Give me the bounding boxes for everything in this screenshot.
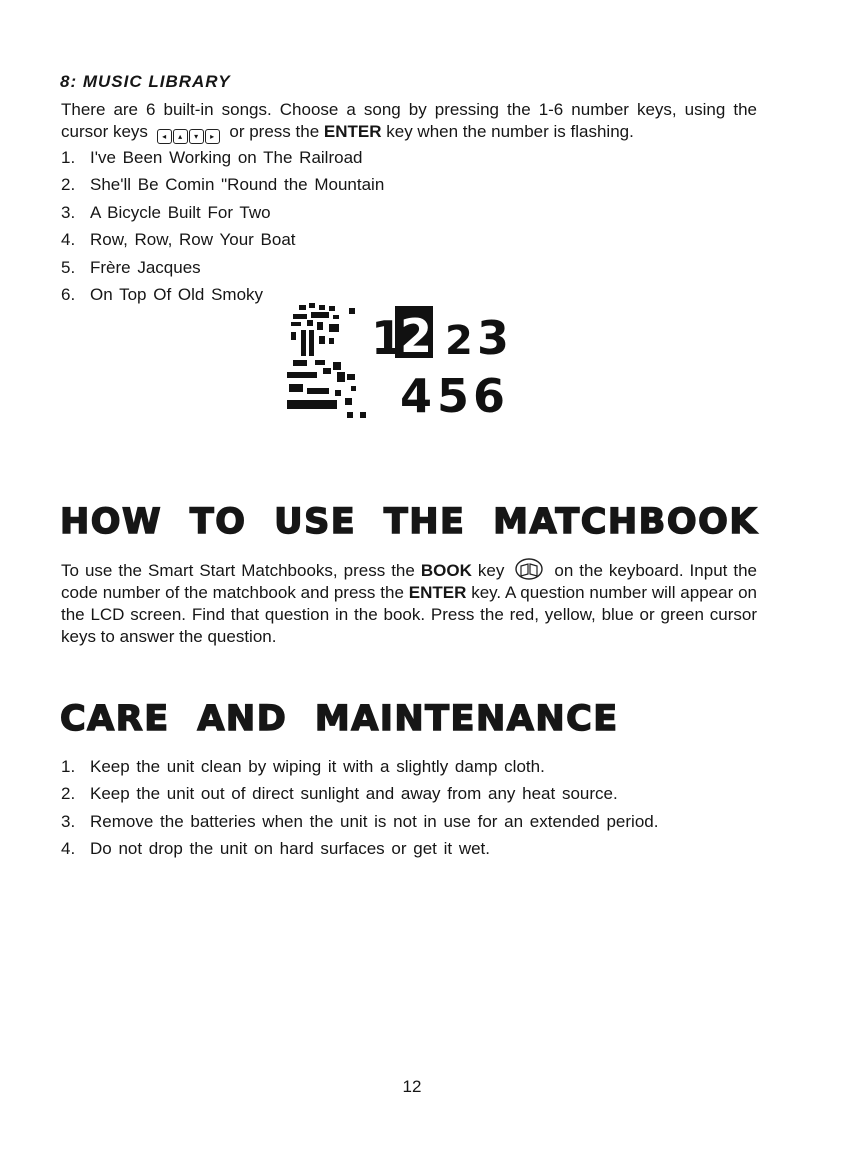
- list-item: 4. Row, Row, Row Your Boat: [61, 230, 296, 250]
- lcd-digit-4: 4: [400, 369, 433, 423]
- matchbook-paragraph: [61, 557, 757, 648]
- list-item: 1. Keep the unit clean by wiping it with a slightly damp cloth.: [61, 757, 545, 776]
- list-item: 3. A Bicycle Built For Two: [61, 202, 271, 222]
- page-number: 12: [402, 1077, 422, 1096]
- intro-line-2c: key when the number is flashing.: [386, 122, 634, 141]
- music-library-intro: [61, 99, 757, 145]
- list-item: 6. On Top Of Old Smoky: [61, 284, 264, 304]
- enter-key-label: ENTER: [323, 122, 382, 141]
- lcd-digit-3: 3: [477, 311, 510, 365]
- lcd-digit-2: 2: [400, 309, 433, 363]
- matchbook-heading: HOW TO USE THE MATCHBOOK: [60, 502, 758, 542]
- matchbook-text-a: To use the Smart Start Matchbooks, press the: [61, 561, 415, 580]
- list-item: 4. Do not drop the unit on hard surfaces or get it wet.: [61, 839, 490, 859]
- list-item: 2. She'll Be Comin "Round the Mountain: [61, 175, 385, 195]
- enter-key-label-2: ENTER: [408, 583, 467, 602]
- book-key-label: BOOK: [420, 561, 472, 580]
- music-library-heading: 8: MUSIC LIBRARY: [60, 72, 231, 91]
- list-item: 5. Frère Jacques: [61, 257, 201, 277]
- cursor-keys-icon: ◂ ▴ ▾ ▸: [157, 123, 221, 145]
- matchbook-text-b: key: [477, 561, 505, 580]
- care-heading: CARE AND MAINTENANCE: [60, 699, 619, 739]
- book-key-icon: [514, 557, 544, 581]
- music-icon: [287, 303, 366, 418]
- lcd-digit-6: 6: [473, 369, 506, 423]
- matchbook-text-d: key. A question number will appear on the LCD screen. Find that question in the book. Press the red, yellow, blue or green cursor keys to answer the question.: [61, 583, 757, 646]
- song-list: [61, 147, 384, 311]
- matchbook-text-c: on the keyboard. Input the code number of the matchbook and press the: [61, 561, 758, 602]
- lcd-digit-2-outline: 2: [445, 318, 473, 364]
- lcd-digit-5: 5: [437, 369, 470, 423]
- lcd-screen-illustration: [285, 302, 510, 427]
- lcd-digit-1: 1: [371, 311, 404, 365]
- intro-line-2b: or press the: [229, 122, 320, 141]
- care-list: [61, 756, 658, 866]
- intro-line-1: There are 6 built-in songs. Choose a song by pressing the 1-6 number keys, using: [61, 100, 726, 119]
- list-item: 2. Keep the unit out of direct sunlight and away from any heat source.: [61, 784, 618, 804]
- list-item: 1. I've Been Working on The Railroad: [61, 148, 363, 167]
- intro-line-2a: the cursor keys: [61, 100, 757, 141]
- list-item: 3. Remove the batteries when the unit is not in use for an extended period.: [61, 811, 659, 831]
